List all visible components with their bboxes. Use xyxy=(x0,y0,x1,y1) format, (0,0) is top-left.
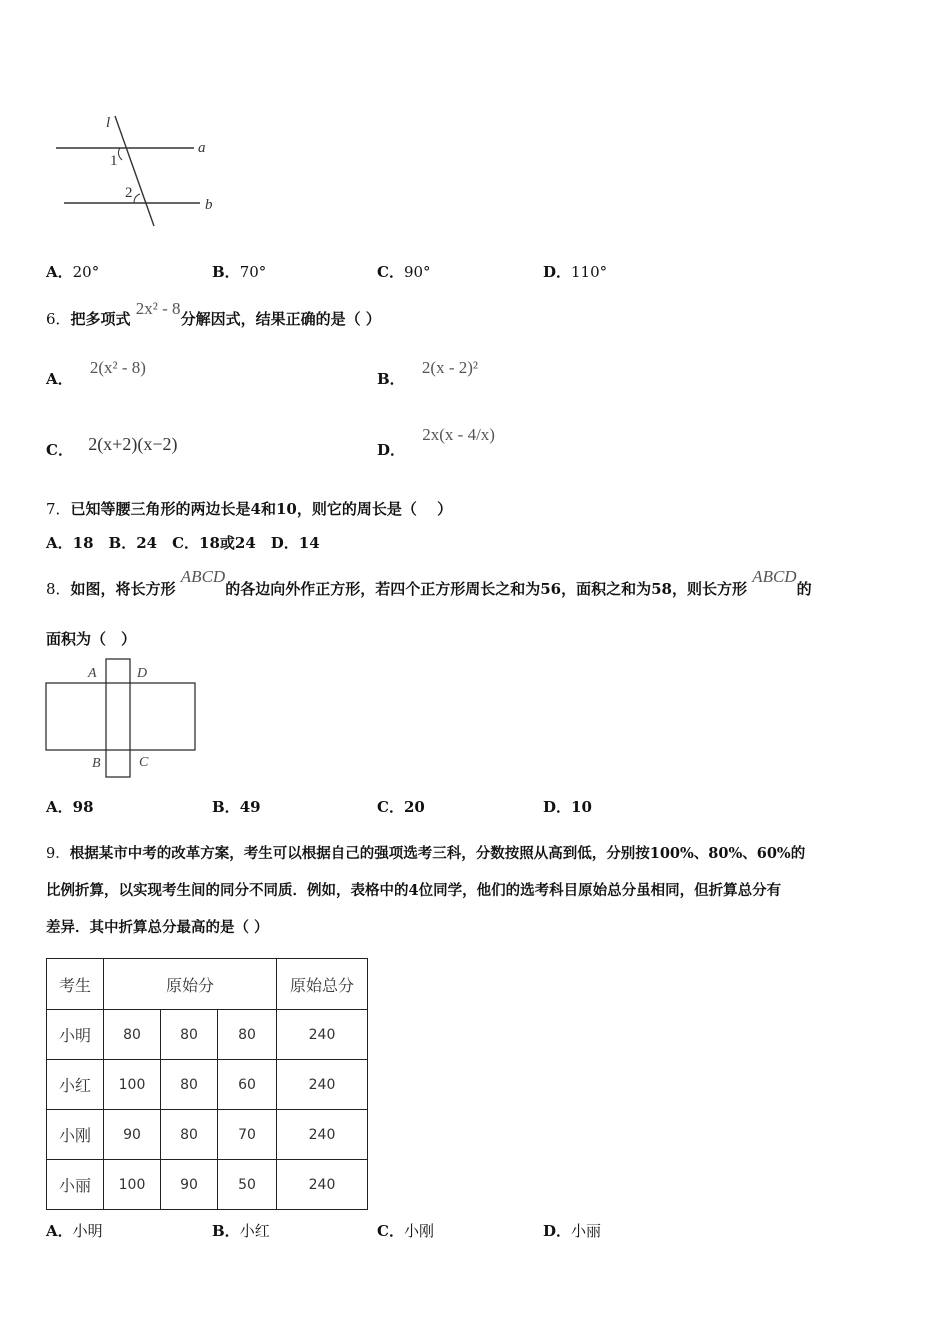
score-cell: 80 xyxy=(161,1110,218,1160)
score-cell: 70 xyxy=(218,1110,277,1160)
label-D: D xyxy=(137,666,148,681)
score-cell: 60 xyxy=(218,1060,277,1110)
score-cell: 100 xyxy=(104,1060,161,1110)
header-raw-score: 原始分 xyxy=(104,959,277,1010)
table-row xyxy=(47,1010,368,1060)
total-cell: 240 xyxy=(277,1110,368,1160)
q6-option-b[interactable]: B． 2(x - 2)² xyxy=(377,358,479,388)
q6-expression: 2x² - 8 xyxy=(135,299,181,318)
q6-number: 6． xyxy=(46,310,71,328)
total-cell: 240 xyxy=(277,1160,368,1210)
label-angle-1: 1 xyxy=(110,153,118,169)
parallel-lines-figure xyxy=(50,110,230,235)
score-cell: 90 xyxy=(104,1110,161,1160)
q8-option-d[interactable]: D．10 xyxy=(543,798,592,816)
q6-option-d-expr: 2x(x - 4/x) xyxy=(422,425,495,444)
q7-stem: 7．已知等腰三角形的两边长是4和10，则它的周长是（ ） xyxy=(46,500,453,518)
q9-stem-line3: 差异．其中折算总分最高的是（ ） xyxy=(46,919,269,936)
student-name: 小红 xyxy=(47,1060,104,1110)
q8-stem-line2: 面积为（ ） xyxy=(46,630,137,648)
total-cell: 240 xyxy=(277,1060,368,1110)
q7-options[interactable]: A．18 B．24 C．18或24 D．14 xyxy=(46,534,320,552)
q7-number: 7． xyxy=(46,500,71,518)
q9-stem-line2: 比例折算，以实现考生间的同分不同质．例如，表格中的4位同学，他们的选考科目原始总分虽相同，但折算总分有 xyxy=(46,882,782,899)
header-raw-total: 原始总分 xyxy=(277,959,368,1010)
q6-option-a[interactable]: A． 2(x² - 8) xyxy=(46,358,146,388)
outer-horizontal-rect xyxy=(46,683,195,750)
table-header-row xyxy=(47,959,368,1010)
label-A: A xyxy=(88,666,97,681)
q8-rect-name-2: ABCD xyxy=(752,567,797,586)
q9-option-d[interactable]: D．小丽 xyxy=(543,1222,602,1240)
student-name: 小明 xyxy=(47,1010,104,1060)
q9-option-b[interactable]: B．小红 xyxy=(212,1222,270,1240)
q5-option-b[interactable]: B．70° xyxy=(212,263,267,281)
q9-stem-line1: 9．根据某市中考的改革方案，考生可以根据自己的强项选考三科，分数按照从高到低，分别按100%、80%、60%的 xyxy=(46,845,806,862)
label-b: b xyxy=(205,197,213,213)
q5-option-d[interactable]: D．110° xyxy=(543,263,608,281)
label-a: a xyxy=(198,140,206,156)
angle-1-arc xyxy=(118,148,122,160)
score-cell: 100 xyxy=(104,1160,161,1210)
student-name: 小刚 xyxy=(47,1110,104,1160)
label-B: B xyxy=(92,756,101,771)
score-cell: 80 xyxy=(104,1010,161,1060)
table-row xyxy=(47,1060,368,1110)
q6-stem: 6．把多项式 2x² - 8分解因式，结果正确的是（ ） xyxy=(46,299,381,328)
q9-number: 9． xyxy=(46,846,70,862)
rectangle-squares-figure xyxy=(44,656,204,782)
q9-option-c[interactable]: C．小刚 xyxy=(377,1222,434,1240)
q8-number: 8． xyxy=(46,580,71,598)
label-C: C xyxy=(139,755,149,770)
q6-option-a-expr: 2(x² - 8) xyxy=(89,358,146,377)
student-name: 小丽 xyxy=(47,1160,104,1210)
q5-option-c[interactable]: C．90° xyxy=(377,263,431,281)
q8-option-c[interactable]: C．20 xyxy=(377,798,425,816)
q6-option-d[interactable]: D． 2x(x - 4/x) xyxy=(377,425,495,459)
header-student: 考生 xyxy=(47,959,104,1010)
label-angle-2: 2 xyxy=(125,185,133,201)
q9-option-a[interactable]: A．小明 xyxy=(46,1222,103,1240)
q6-option-c-expr: 2(x+2)(x−2) xyxy=(88,434,178,454)
table-row xyxy=(47,1160,368,1210)
q8-option-b[interactable]: B．49 xyxy=(212,798,261,816)
score-cell: 90 xyxy=(161,1160,218,1210)
q8-option-a[interactable]: A．98 xyxy=(46,798,94,816)
score-cell: 80 xyxy=(218,1010,277,1060)
q6-option-b-expr: 2(x - 2)² xyxy=(421,358,479,377)
score-cell: 80 xyxy=(161,1060,218,1110)
label-l: l xyxy=(106,115,111,131)
q8-stem-line1: 8．如图，将长方形 ABCD的各边向外作正方形，若四个正方形周长之和为56，面积之和为58，则长方形 ABCD的 xyxy=(46,567,812,598)
score-cell: 80 xyxy=(161,1010,218,1060)
score-cell: 50 xyxy=(218,1160,277,1210)
transversal-l xyxy=(115,116,154,226)
q8-rect-name-1: ABCD xyxy=(180,567,226,586)
q5-option-a[interactable]: A．20° xyxy=(46,263,100,281)
score-table xyxy=(46,958,368,1210)
q6-option-c[interactable]: C． 2(x+2)(x−2) xyxy=(46,434,178,459)
total-cell: 240 xyxy=(277,1010,368,1060)
angle-2-arc xyxy=(134,194,140,203)
table-row xyxy=(47,1110,368,1160)
vertical-strip xyxy=(106,659,130,777)
